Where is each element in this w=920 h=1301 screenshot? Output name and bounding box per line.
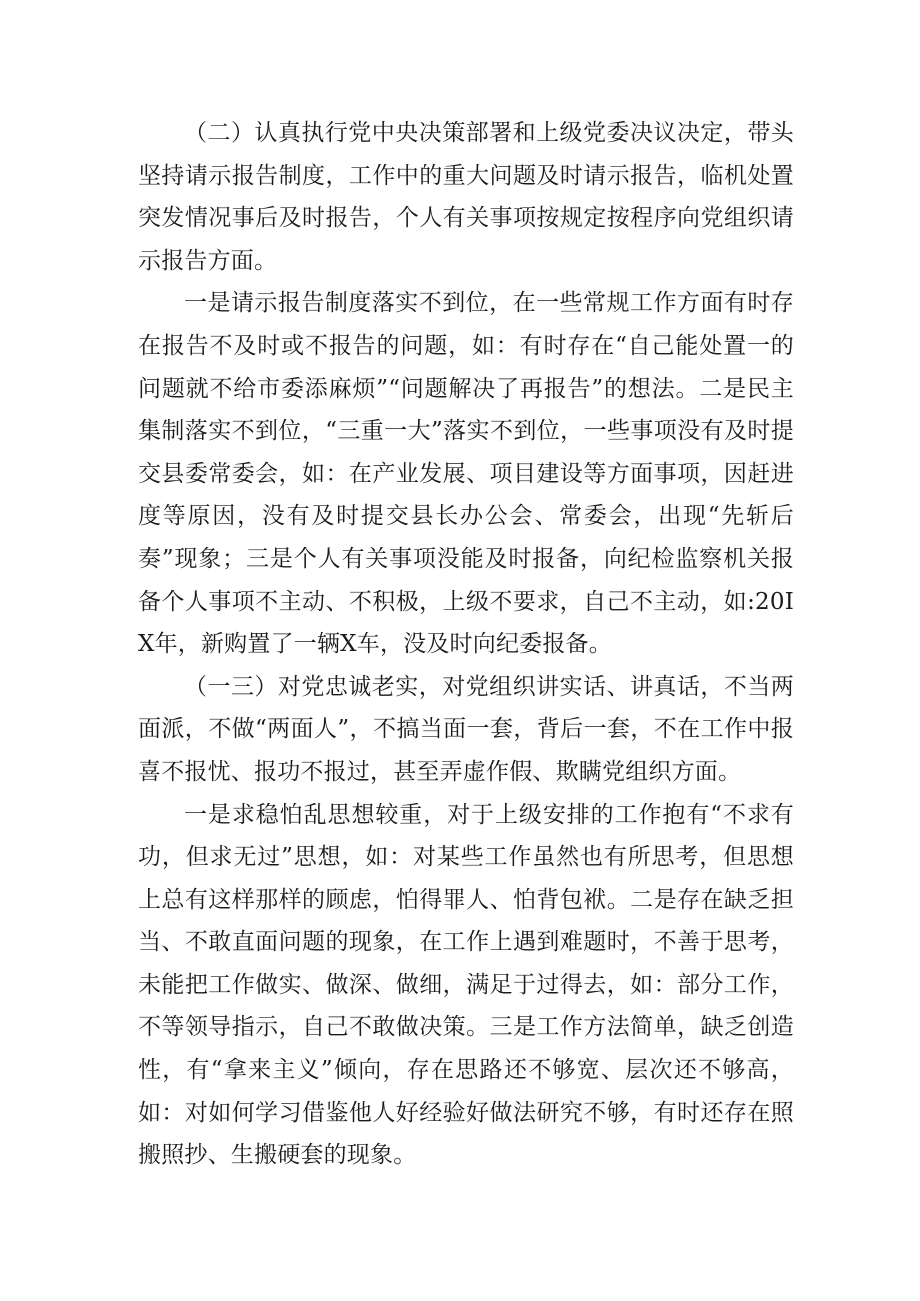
paragraph-section-heading-3: （一三）对党忠诚老实，对党组织讲实话、讲真话，不当两面派，不做“两面人”，不搞当面一套，背后一套，不在工作中报喜不报忧、报功不报过，甚至弄虚作假、欺瞒党组织方面。: [138, 673, 794, 785]
paragraph-body-1: 一是请示报告制度落实不到位，在一些常规工作方面有时存在报告不及时或不报告的问题，如：有时存在“自己能处置一的问题就不给市委添麻烦”“问题解决了再报告”的想法。二是民主集制落实不到位，“三重一大”落实不到位，一些事项没有及时提交县委常委会，如：在产业发展、项目建设等方面事项，因赶进度等原因，没有及时提交县长办公会、常委会，出现“先斩后奏”现象；三是个人有关事项没能及时报备，向纪检监察机关报备个人事项不主动、不积极，上级不要求，自己不主动，如:20IX年，新购置了一辆X车，没及时向纪委报备。: [138, 290, 794, 658]
document-body: [138, 112, 794, 1177]
paragraph-body-2: 一是求稳怕乱思想较重，对于上级安排的工作抱有“不求有功，但求无过”思想，如：对某些工作虽然也有所思考，但思想上总有这样那样的顾虑，怕得罪人、怕背包袱。二是存在缺乏担当、不敢直面问题的现象，在工作上遇到难题时，不善于思考，未能把工作做实、做深、做细，满足于过得去，如：部分工作，不等领导指示，自己不敢做决策。三是工作方法简单，缺乏创造性，有“拿来主义”倾向，存在思路还不够宽、层次还不够高，如：对如何学习借鉴他人好经验好做法研究不够，有时还存在照搬照抄、生搬硬套的现象。: [138, 801, 794, 1169]
paragraph-section-heading-2: （二）认真执行党中央决策部署和上级党委决议决定，带头坚持请示报告制度，工作中的重大问题及时请示报告，临机处置突发情况事后及时报告，个人有关事项按规定按程序向党组织请示报告方面。: [138, 120, 794, 274]
